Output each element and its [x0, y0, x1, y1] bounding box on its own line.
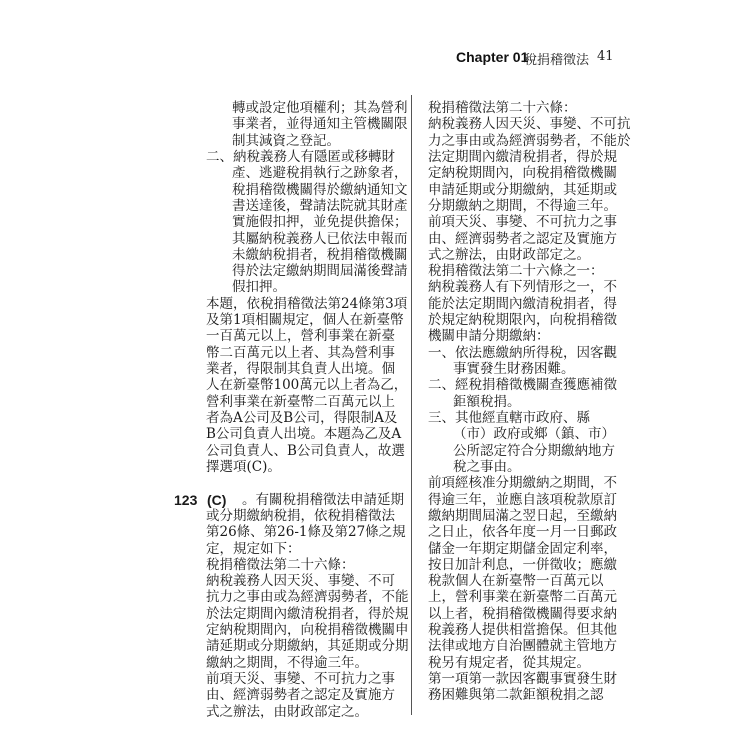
text-line: 式之辦法，由財政部定之。 [206, 704, 368, 720]
text-line: 未繳納稅捐者，稅捐稽徵機關 [232, 247, 408, 263]
text-line: 上，營利事業在新臺幣二百萬元 [428, 589, 617, 605]
text-line: 抗力之事由或為經濟弱勢者，不能 [206, 589, 409, 605]
text-line: 定，規定如下： [206, 541, 301, 557]
text-line: 前項經核准分期繳納之期間，不 [428, 475, 617, 491]
page-number: 41 [597, 49, 614, 64]
text-line: 機關申請分期繳納： [428, 328, 550, 344]
text-line: 繳納之期間，不得逾三年。 [206, 655, 368, 671]
text-line: 以上者，稅捐稽徵機關得要求納 [428, 606, 617, 622]
text-line: 第26條、第26-1條及第27條之規 [206, 524, 406, 540]
text-line: 納稅義務人有下列情形之一，不 [428, 279, 617, 295]
text-line: 稅款個人在新臺幣一百萬元以 [428, 573, 604, 589]
text-line: 及第1項相關規定，個人在新臺幣 [206, 312, 404, 328]
text-line: 稅捐稽徵機關得於繳納通知文 [232, 182, 408, 198]
text-line: B公司負責人出境。本題為乙及A [206, 426, 402, 442]
text-line: 稅捐稽徵法第二十六條之一： [428, 263, 604, 279]
answer-label: (C) [207, 492, 227, 508]
text-line: 二、納稅義務人有隱匿或移轉財 [206, 149, 395, 165]
text-line: 之日止，依各年度一月一日郵政 [428, 524, 617, 540]
chapter-label: Chapter 01 [456, 49, 529, 65]
text-line: 得於法定繳納期間屆滿後聲請 [232, 263, 408, 279]
text-line: 營利事業在新臺幣二百萬元以上 [206, 394, 395, 410]
chapter-title: 稅捐稽徵法 [524, 53, 590, 68]
text-line: 儲金一年期定期儲金固定利率， [428, 541, 617, 557]
text-line: 實施假扣押，並免提供擔保； [232, 214, 408, 230]
text-line: 能於法定期間內繳清稅捐者，得 [428, 296, 617, 312]
text-line: 式之辦法，由財政部定之。 [428, 247, 590, 263]
text-line: 於法定期間內繳清稅捐者，得於規 [206, 606, 409, 622]
page-header [0, 48, 750, 72]
text-line: 稅捐稽徵法第二十六條： [206, 557, 355, 573]
text-line: 二、經稅捐稽徵機關查獲應補徵 [428, 377, 617, 393]
text-line: 稅之事由。 [453, 459, 521, 475]
text-line: 稅另有規定者，從其規定。 [428, 655, 590, 671]
text-line: 法定期間內繳清稅捐者，得於規 [428, 149, 617, 165]
text-line: 其屬納稅義務人已依法申報而 [232, 231, 408, 247]
text-line: 轉或設定他項權利；其為營利 [232, 100, 408, 116]
text-line: 者為A公司及B公司，得限制A及 [206, 410, 398, 426]
text-line: 法律或地方自治團體就主管地方 [428, 638, 617, 654]
text-line: 定納稅期間內，向稅捐稽徵機關申 [206, 622, 409, 638]
text-line: 請延期或分期繳納，其延期或分期 [206, 638, 409, 654]
text-line: 書送達後，聲請法院就其財產 [232, 198, 408, 214]
column-divider [411, 95, 412, 715]
text-line: 事業者，並得通知主管機關限 [232, 116, 408, 132]
text-line: 假扣押。 [232, 279, 286, 295]
text-line: 納稅義務人因天災、事變、不可抗 [428, 116, 631, 132]
text-line: 鉅額稅捐。 [453, 394, 521, 410]
text-line: 繳納期間屆滿之翌日起，至繳納 [428, 508, 617, 524]
question-number: 123 [174, 492, 198, 508]
text-line: 本題，依稅捐稽徵法第24條第3項 [206, 296, 408, 312]
text-line: 分期繳納之期間，不得逾三年。 [428, 198, 617, 214]
text-line: （市）政府或鄉（鎮、市） [453, 426, 615, 442]
text-line: 第一項第一款因客觀事實發生財 [428, 671, 617, 687]
text-line: 或分期繳納稅捐，依稅捐稽徵法 [206, 508, 395, 524]
text-line: 務困難與第二款鉅額稅捐之認 [428, 687, 604, 703]
text-line: 。有關稅捐稽徵法申請延期 [242, 492, 404, 508]
text-line: 申請延期或分期繳納，其延期或 [428, 182, 617, 198]
text-line: 業者，得限制其負責人出境。個 [206, 361, 395, 377]
text-line: 事實發生財務困難。 [453, 361, 575, 377]
text-line: 按日加計利息，一併徵收；應繳 [428, 557, 617, 573]
text-line: 由、經濟弱勢者之認定及實施方 [206, 687, 395, 703]
text-line: 得逾三年，並應自該項稅款原訂 [428, 492, 617, 508]
text-line: 幣二百萬元以上者、其為營利事 [206, 345, 395, 361]
text-line: 一、依法應繳納所得稅，因客觀 [428, 345, 617, 361]
text-line: 制其減資之登記。 [232, 133, 340, 149]
text-line: 定納稅期間內，向稅捐稽徵機關 [428, 165, 617, 181]
text-line: 稅義務人提供相當擔保。但其他 [428, 622, 617, 638]
text-line: 擇選項(C)。 [206, 459, 281, 475]
text-line: 公所認定符合分期繳納地方 [453, 443, 615, 459]
text-line: 前項天災、事變、不可抗力之事 [428, 214, 617, 230]
text-line: 稅捐稽徵法第二十六條： [428, 100, 577, 116]
text-line: 前項天災、事變、不可抗力之事 [206, 671, 395, 687]
text-line: 公司負責人、B公司負責人，故選 [206, 443, 405, 459]
text-line: 三、其他經直轄市政府、縣 [428, 410, 590, 426]
text-line: 力之事由或為經濟弱勢者，不能於 [428, 133, 631, 149]
text-line: 納稅義務人因天災、事變、不可 [206, 573, 395, 589]
text-line: 一百萬元以上，營利事業在新臺 [206, 328, 395, 344]
text-line: 產、逃避稅捐執行之跡象者， [232, 165, 408, 181]
text-line: 於規定納稅期限內，向稅捐稽徵 [428, 312, 617, 328]
text-line: 由、經濟弱勢者之認定及實施方 [428, 231, 617, 247]
text-line: 人在新臺幣100萬元以上者為乙， [206, 377, 408, 393]
